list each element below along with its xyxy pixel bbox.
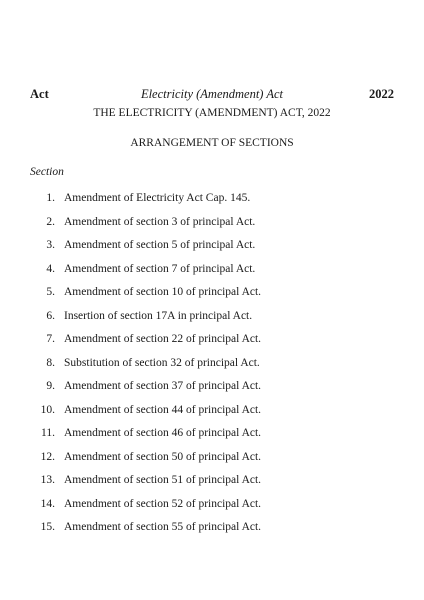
section-number: 4. [46,262,55,275]
section-number: 11. [41,427,55,439]
list-item [0,286,424,310]
list-item [0,357,424,381]
section-number: 9. [46,380,55,392]
running-header-year: 2022 [369,87,394,101]
section-title: Substitution of section 32 of principal Act. [64,356,260,369]
section-number: 12. [40,450,55,463]
section-column-label: Section [30,166,64,178]
section-title: Amendment of section 51 of principal Act. [64,474,262,486]
act-title: THE ELECTRICITY (AMENDMENT) ACT, 2022 [93,107,331,119]
section-title: Amendment of section 10 of principal Act. [64,286,262,298]
section-number: 14. [40,497,55,510]
section-title: Amendment of section 3 of principal Act. [64,215,256,228]
section-number: 10. [40,403,55,416]
list-item [0,380,424,404]
list-item [0,474,424,498]
sections-list [0,192,424,545]
list-item [0,404,424,428]
section-number: 15. [40,521,55,533]
running-header-act-name: Electricity (Amendment) Act [140,87,284,101]
list-item [0,239,424,263]
list-item [0,451,424,475]
section-number: 5. [46,286,55,298]
list-item [0,216,424,240]
list-item [0,521,424,545]
section-number: 3. [46,239,55,251]
section-number: 6. [46,309,55,322]
section-title: Amendment of section 50 of principal Act. [64,450,262,463]
section-number: 1. [46,192,55,204]
section-title: Amendment of Electricity Act Cap. 145. [64,192,251,204]
list-item [0,310,424,334]
list-item [0,498,424,522]
section-number: 2. [46,215,55,228]
list-item [0,263,424,287]
list-item [0,333,424,357]
section-title: Insertion of section 17A in principal Act. [64,309,253,322]
section-number: 13. [40,474,55,486]
running-header-act-label: Act [30,87,49,101]
section-title: Amendment of section 5 of principal Act. [64,239,256,251]
section-title: Amendment of section 44 of principal Act. [64,403,262,416]
section-title: Amendment of section 55 of principal Act. [64,521,262,533]
list-item [0,192,424,216]
section-number: 8. [46,356,55,369]
section-title: Amendment of section 22 of principal Act. [64,333,262,345]
arrangement-heading: ARRANGEMENT OF SECTIONS [130,137,294,149]
section-number: 7. [46,333,55,345]
list-item [0,427,424,451]
section-title: Amendment of section 46 of principal Act. [64,427,262,439]
section-title: Amendment of section 37 of principal Act. [64,380,262,392]
section-title: Amendment of section 7 of principal Act. [64,262,256,275]
section-title: Amendment of section 52 of principal Act. [64,497,262,510]
